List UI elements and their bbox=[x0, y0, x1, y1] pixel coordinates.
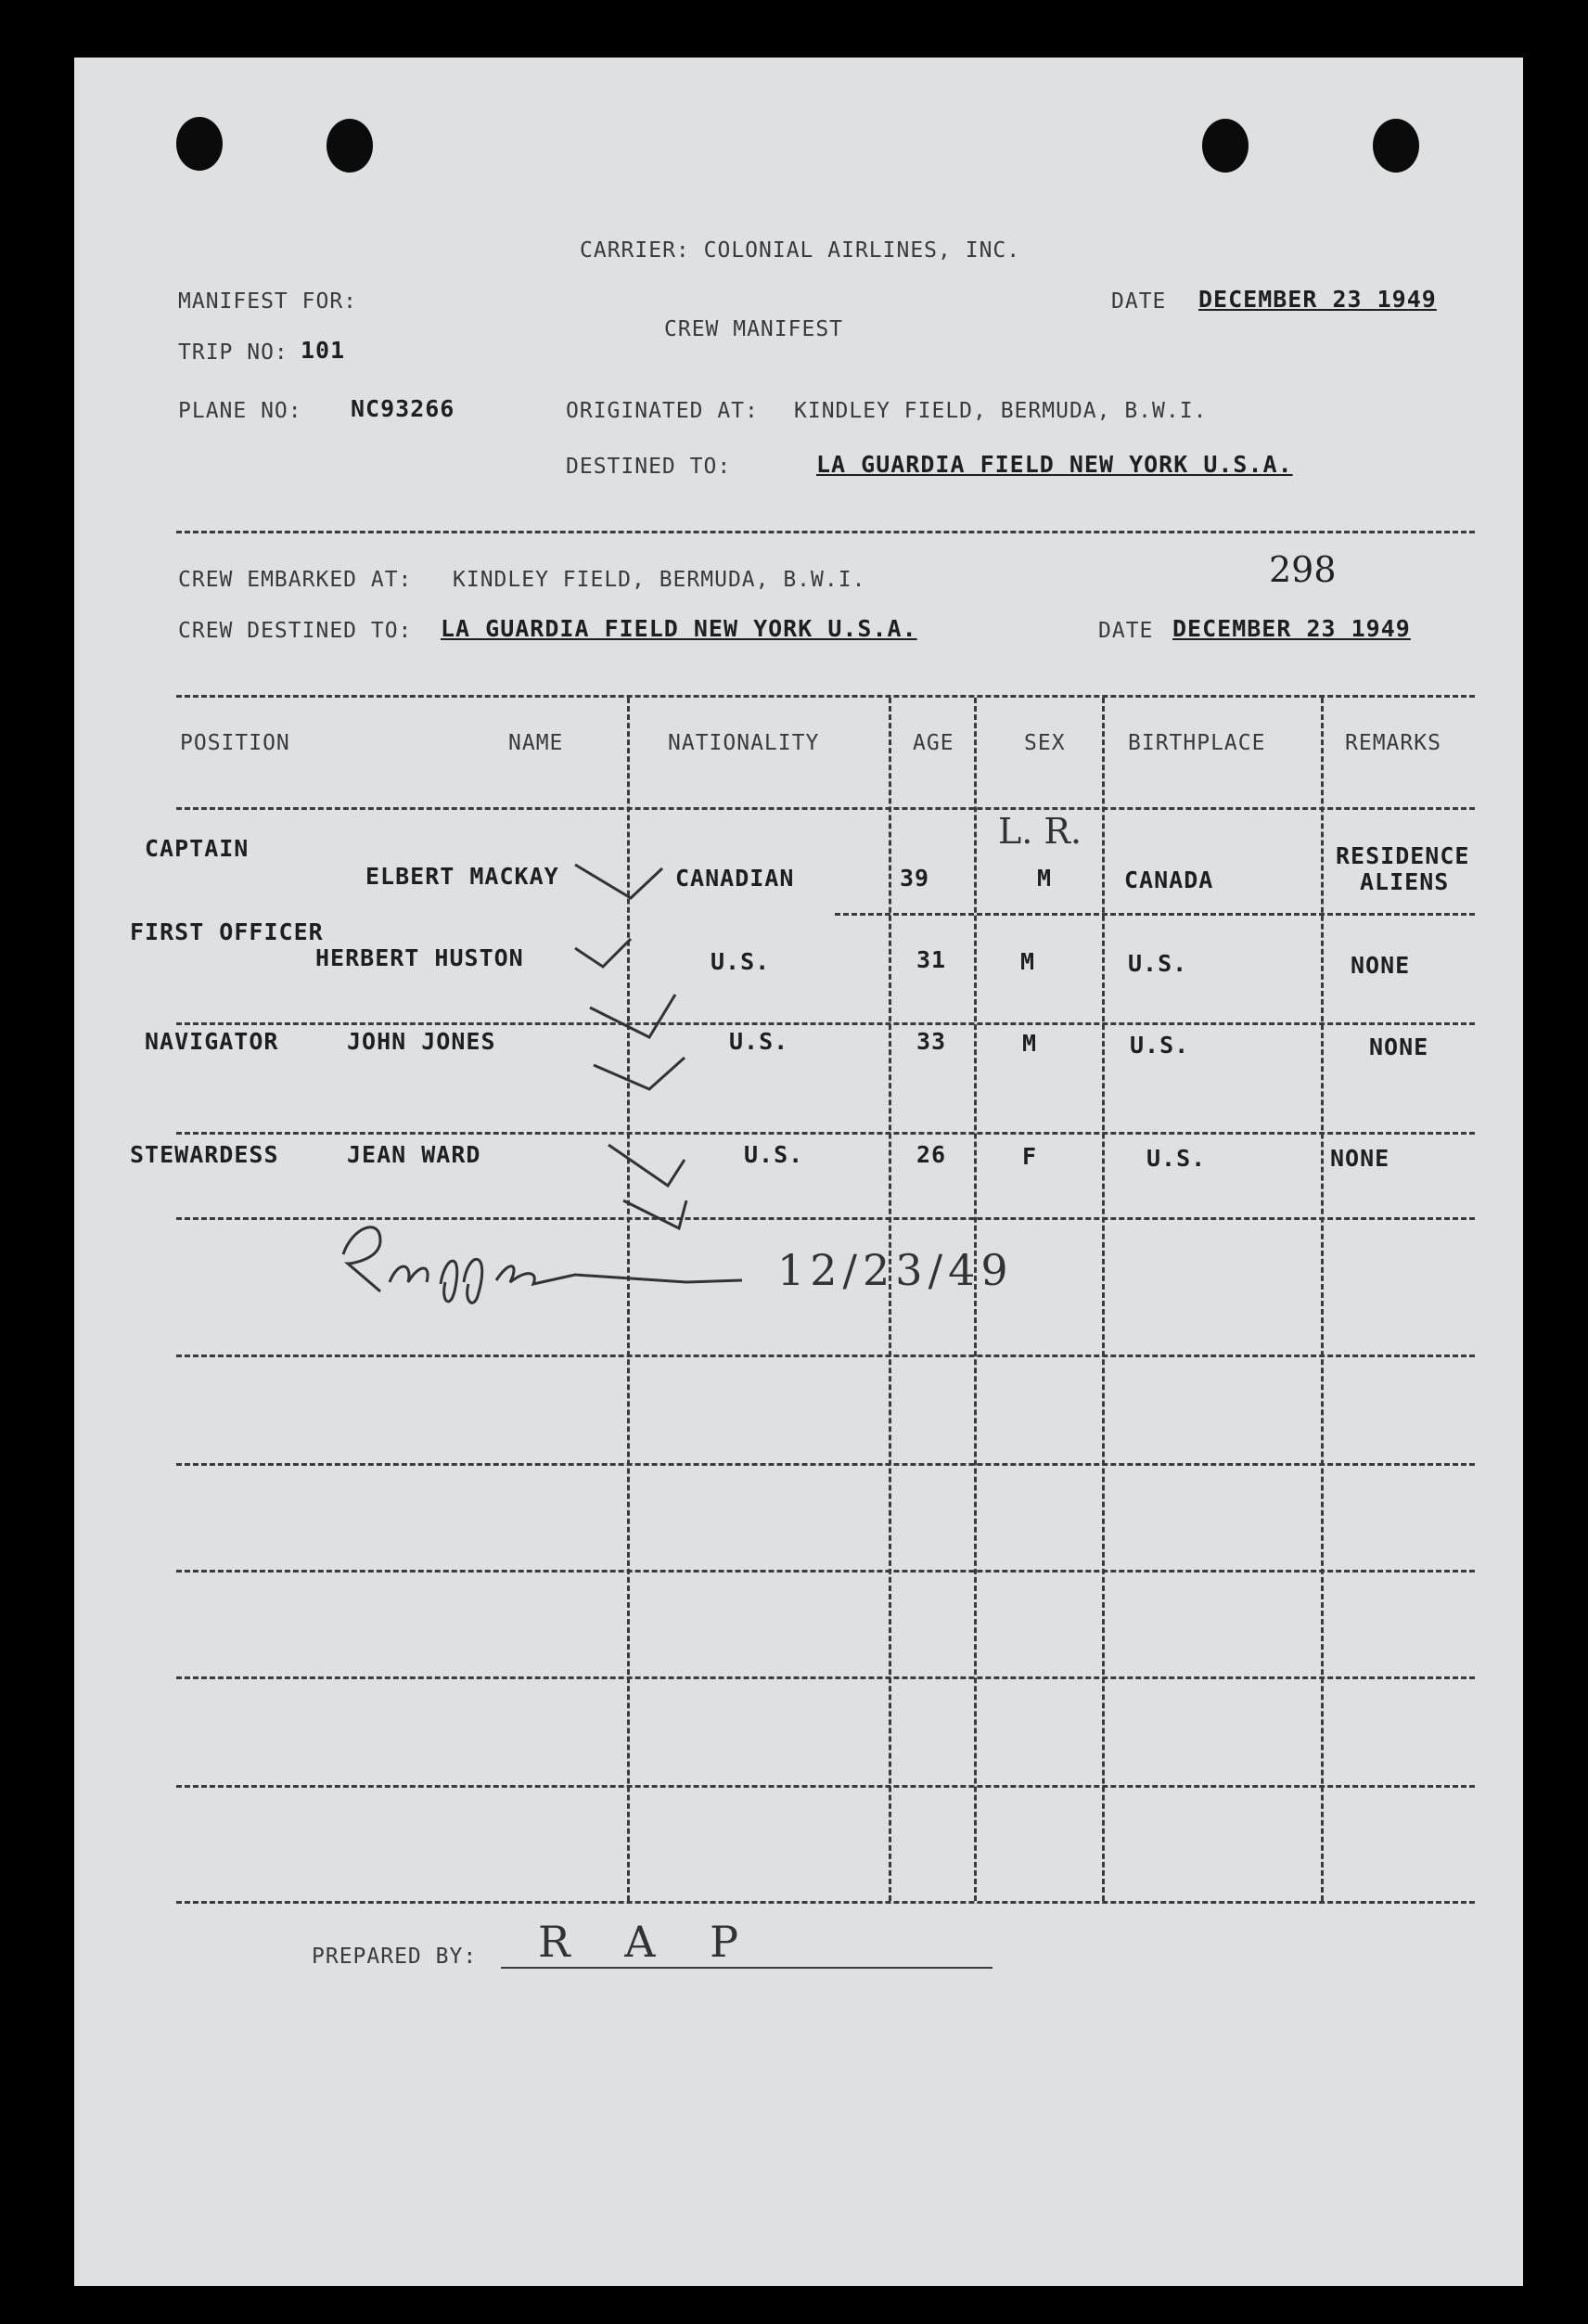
crew-age: 31 bbox=[916, 946, 947, 973]
plane-value: NC93266 bbox=[351, 395, 455, 422]
crew-name: HERBERT HUSTON bbox=[315, 944, 524, 971]
crew-remarks: ALIENS bbox=[1360, 868, 1450, 895]
crew-nationality: U.S. bbox=[711, 948, 771, 975]
crew-destined-value: LA GUARDIA FIELD NEW YORK U.S.A. bbox=[441, 615, 917, 642]
destined-label: DESTINED TO: bbox=[566, 455, 732, 479]
crew-nationality: U.S. bbox=[744, 1141, 804, 1168]
plane-label: PLANE NO: bbox=[178, 399, 302, 423]
number-stamp: 298 bbox=[1269, 549, 1337, 590]
column-header-sex: SEX bbox=[1024, 731, 1066, 755]
crew-destined-label: CREW DESTINED TO: bbox=[178, 619, 413, 643]
trip-value: 101 bbox=[301, 337, 346, 364]
crew-sex: M bbox=[1022, 1030, 1038, 1057]
crew-position: NAVIGATOR bbox=[145, 1028, 279, 1055]
manifest-sheet bbox=[74, 58, 1523, 2286]
crew-birthplace: U.S. bbox=[1146, 1145, 1207, 1172]
date2-label: DATE bbox=[1098, 619, 1154, 643]
crew-embarked-label: CREW EMBARKED AT: bbox=[178, 568, 413, 592]
column-header-remarks: REMARKS bbox=[1345, 731, 1441, 755]
crew-remarks: RESIDENCE bbox=[1336, 842, 1470, 869]
originated-value: KINDLEY FIELD, BERMUDA, B.W.I. bbox=[794, 399, 1208, 423]
prepared-by-value: R A P bbox=[538, 1917, 760, 1967]
carrier-line: CARRIER: COLONIAL AIRLINES, INC. bbox=[580, 238, 1021, 263]
crew-position: FIRST OFFICER bbox=[130, 918, 324, 945]
column-header-age: AGE bbox=[913, 731, 954, 755]
date2-value: DECEMBER 23 1949 bbox=[1172, 615, 1411, 642]
crew-embarked-value: KINDLEY FIELD, BERMUDA, B.W.I. bbox=[453, 568, 866, 592]
crew-position: CAPTAIN bbox=[145, 835, 250, 862]
originated-label: ORIGINATED AT: bbox=[566, 399, 759, 423]
handwritten-initials-lr: L. R. bbox=[998, 811, 1082, 852]
crew-age: 39 bbox=[900, 865, 930, 892]
prepared-by-line bbox=[501, 1967, 992, 1969]
date-value: DECEMBER 23 1949 bbox=[1198, 286, 1437, 313]
column-header-position: POSITION bbox=[180, 731, 290, 755]
crew-birthplace: CANADA bbox=[1124, 867, 1214, 893]
signature bbox=[343, 1227, 742, 1303]
crew-birthplace: U.S. bbox=[1130, 1032, 1190, 1059]
crew-name: JOHN JONES bbox=[347, 1028, 496, 1055]
crew-remarks: NONE bbox=[1369, 1034, 1429, 1060]
destined-value: LA GUARDIA FIELD NEW YORK U.S.A. bbox=[816, 451, 1293, 478]
crew-birthplace: U.S. bbox=[1128, 950, 1188, 977]
crew-nationality: U.S. bbox=[729, 1028, 789, 1055]
crew-remarks: NONE bbox=[1351, 952, 1411, 979]
check-marks bbox=[74, 58, 1523, 2286]
crew-sex: F bbox=[1022, 1143, 1038, 1170]
column-header-birthplace: BIRTHPLACE bbox=[1128, 731, 1266, 755]
crew-age: 33 bbox=[916, 1028, 947, 1055]
crew-nationality: CANADIAN bbox=[675, 865, 795, 892]
prepared-by-label: PREPARED BY: bbox=[312, 1945, 478, 1969]
column-header-name: NAME bbox=[508, 731, 564, 755]
date-label: DATE bbox=[1111, 289, 1167, 314]
crew-age: 26 bbox=[916, 1141, 947, 1168]
crew-sex: M bbox=[1020, 948, 1036, 975]
crew-position: STEWARDESS bbox=[130, 1141, 279, 1168]
crew-name: ELBERT MACKAY bbox=[365, 863, 559, 890]
page-title: CREW MANIFEST bbox=[664, 317, 844, 341]
crew-remarks: NONE bbox=[1330, 1145, 1390, 1172]
manifest-for-label: MANIFEST FOR: bbox=[178, 289, 358, 314]
trip-label: TRIP NO: bbox=[178, 340, 288, 365]
crew-name: JEAN WARD bbox=[347, 1141, 481, 1168]
crew-sex: M bbox=[1037, 865, 1053, 892]
handwritten-date: 12/23/49 bbox=[777, 1245, 1014, 1295]
column-header-nationality: NATIONALITY bbox=[668, 731, 820, 755]
